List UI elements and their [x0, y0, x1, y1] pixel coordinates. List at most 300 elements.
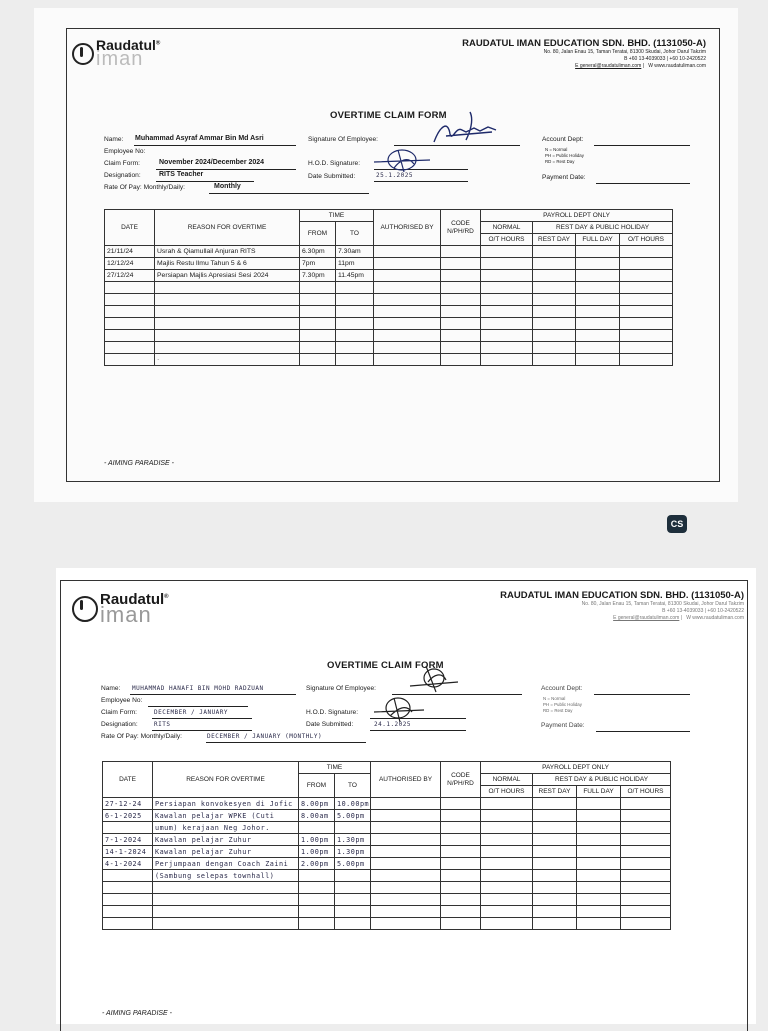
- cell-reason: Kawalan pelajar Zuhur: [153, 846, 299, 858]
- logo-text-bottom: iman: [100, 602, 152, 627]
- cell-authorised: [374, 282, 441, 294]
- company-email-link[interactable]: E general@raudatuliman.com: [613, 615, 680, 621]
- cell-ph-ot: [620, 258, 673, 270]
- hod-signature-label: H.O.D. Signature:: [306, 709, 359, 716]
- cell-date: 14-1-2024: [103, 846, 153, 858]
- table-row: [105, 270, 673, 282]
- cell-date: [103, 870, 153, 882]
- form-title: OVERTIME CLAIM FORM: [327, 660, 444, 671]
- cell-date: 27/12/24: [105, 270, 155, 282]
- cell-rest-day: [533, 894, 577, 906]
- cell-full-day: [577, 846, 621, 858]
- code-legend: [545, 147, 584, 165]
- date-submitted-value: 25.1.2025: [376, 172, 414, 179]
- cell-code: [441, 354, 481, 366]
- cell-code: [441, 918, 481, 930]
- overtime-form-1: [34, 8, 738, 502]
- cell-authorised: [374, 342, 441, 354]
- rate-of-pay-value: DECEMBER / JANUARY (MONTHLY): [207, 733, 323, 740]
- logo-registered-mark: ®: [164, 594, 169, 600]
- date-submitted-value: 24.1.2025: [374, 721, 412, 728]
- cell-date: [103, 882, 153, 894]
- table-row: [103, 798, 671, 810]
- cell-to: 10.00pm: [335, 798, 371, 810]
- cell-from: [299, 870, 335, 882]
- col-rest-day: REST DAY: [533, 786, 577, 798]
- col-full-day: FULL DAY: [577, 786, 621, 798]
- col-code-header: CODE N/PH/RD: [441, 762, 481, 798]
- claim-form-value: DECEMBER / JANUARY: [154, 709, 229, 716]
- col-ph-ot-hours: O/T HOURS: [621, 786, 671, 798]
- cell-reason: Kawalan pelajar Zuhur: [153, 834, 299, 846]
- cell-full-day: [576, 270, 620, 282]
- cell-ph-ot: [620, 330, 673, 342]
- name-label: Name:: [104, 136, 124, 143]
- cell-ph-ot: [621, 906, 671, 918]
- cell-full-day: [576, 318, 620, 330]
- name-underline: [134, 145, 296, 146]
- table-row: [105, 306, 673, 318]
- cell-from: 8.00pm: [299, 798, 335, 810]
- company-phone: B +60 13-4039033 | +60 10-2420522: [662, 608, 744, 614]
- date-submitted-line: [370, 730, 466, 731]
- cell-rest-day: [533, 846, 577, 858]
- col-time-header: TIME: [300, 210, 374, 222]
- legend-rest-day: RD = Rest Day: [543, 708, 573, 713]
- claim-form-underline: [156, 169, 296, 170]
- col-authorised-header: AUTHORISED BY: [374, 210, 441, 246]
- col-code-header: CODE N/PH/RD: [441, 210, 481, 246]
- cell-authorised: [374, 330, 441, 342]
- col-date-header: DATE: [105, 210, 155, 246]
- cell-to: 5.00pm: [335, 858, 371, 870]
- col-payroll-header: PAYROLL DEPT ONLY: [481, 762, 671, 774]
- cell-normal-ot: [481, 270, 533, 282]
- hod-signature-label: H.O.D. Signature:: [308, 160, 361, 167]
- rate-of-pay-underline: [206, 742, 366, 743]
- date-submitted-line: [374, 181, 468, 182]
- raudatul-iman-logo: [72, 38, 160, 69]
- name-label: Name:: [101, 685, 121, 692]
- employee-signature: [406, 664, 466, 698]
- cell-authorised: [371, 918, 441, 930]
- form-2-rows: [103, 798, 671, 930]
- cell-code: [441, 330, 481, 342]
- cell-rest-day: [533, 270, 576, 282]
- cell-from: 7pm: [300, 258, 336, 270]
- company-name: RAUDATUL IMAN EDUCATION SDN. BHD. (1131050-A): [462, 38, 706, 49]
- logo-emblem-icon: [72, 596, 98, 622]
- cell-reason: (Sambung selepas townhall): [153, 870, 299, 882]
- col-date-header: DATE: [103, 762, 153, 798]
- cell-normal-ot: [481, 258, 533, 270]
- cell-code: [441, 342, 481, 354]
- cell-to: [336, 318, 374, 330]
- employee-no-label: Employee No:: [101, 697, 143, 704]
- cell-reason: [153, 894, 299, 906]
- cell-reason: [153, 882, 299, 894]
- legend-public-holiday: PH = Public Holiday: [543, 702, 582, 707]
- cell-from: 1.00pm: [299, 834, 335, 846]
- col-restday-ph-header: REST DAY & PUBLIC HOLIDAY: [533, 774, 671, 786]
- cell-normal-ot: [481, 282, 533, 294]
- cell-authorised: [374, 306, 441, 318]
- cell-rest-day: [533, 318, 576, 330]
- cell-rest-day: [533, 834, 577, 846]
- cell-full-day: [576, 294, 620, 306]
- cell-to: [336, 294, 374, 306]
- cell-authorised: [371, 906, 441, 918]
- cell-authorised: [374, 258, 441, 270]
- company-email-link[interactable]: E general@raudatuliman.com: [575, 63, 642, 69]
- cell-ph-ot: [621, 918, 671, 930]
- cell-normal-ot: [481, 246, 533, 258]
- cell-ph-ot: [621, 858, 671, 870]
- cell-rest-day: [533, 306, 576, 318]
- col-authorised-header: AUTHORISED BY: [371, 762, 441, 798]
- cell-date: [105, 306, 155, 318]
- date-submitted-label: Date Submitted:: [308, 173, 356, 180]
- cell-code: [441, 882, 481, 894]
- account-dept-line: [594, 145, 690, 146]
- cell-reason: [155, 306, 300, 318]
- cell-from: [300, 342, 336, 354]
- cell-date: [103, 822, 153, 834]
- cell-to: [335, 894, 371, 906]
- col-normal-header: NORMAL: [481, 222, 533, 234]
- employee-no-underline: [148, 706, 248, 707]
- raudatul-iman-logo: [72, 592, 169, 626]
- overtime-table: [104, 209, 673, 366]
- cell-from: 7.30pm: [300, 270, 336, 282]
- rate-of-pay-label: Rate Of Pay: Monthly/Daily:: [101, 733, 182, 740]
- cell-to: 11pm: [336, 258, 374, 270]
- cell-full-day: [576, 342, 620, 354]
- account-dept-line: [594, 694, 690, 695]
- cell-authorised: [371, 798, 441, 810]
- logo-registered-mark: ®: [155, 40, 161, 47]
- cell-reason: Majlis Restu Ilmu Tahun 5 & 6: [155, 258, 300, 270]
- table-row: [103, 846, 671, 858]
- cell-normal-ot: [481, 354, 533, 366]
- cell-rest-day: [533, 798, 577, 810]
- cell-full-day: [577, 858, 621, 870]
- code-legend: [543, 696, 582, 714]
- cell-authorised: [374, 294, 441, 306]
- cell-normal-ot: [481, 294, 533, 306]
- cell-date: 4-1-2024: [103, 858, 153, 870]
- logo-text-top: Raudatul: [100, 591, 165, 608]
- cell-full-day: [576, 282, 620, 294]
- cell-date: 12/12/24: [105, 258, 155, 270]
- legend-normal: N = Normal: [543, 696, 566, 701]
- cell-from: [299, 918, 335, 930]
- legend-normal: N = Normal: [545, 147, 568, 152]
- payment-date-label: Payment Date:: [541, 722, 585, 729]
- cell-date: 21/11/24: [105, 246, 155, 258]
- form-title: OVERTIME CLAIM FORM: [330, 110, 447, 121]
- cell-authorised: [374, 270, 441, 282]
- cell-to: [335, 906, 371, 918]
- col-from-header: FROM: [300, 222, 336, 246]
- table-row: [103, 906, 671, 918]
- cell-code: [441, 798, 481, 810]
- table-row: [105, 342, 673, 354]
- cell-to: 1.30pm: [335, 834, 371, 846]
- cell-normal-ot: [481, 342, 533, 354]
- cell-authorised: [371, 882, 441, 894]
- cell-to: [335, 870, 371, 882]
- cell-from: [300, 294, 336, 306]
- cell-code: [441, 870, 481, 882]
- cell-full-day: [577, 822, 621, 834]
- camscanner-badge: CS: [667, 515, 687, 533]
- col-restday-ph-header: REST DAY & PUBLIC HOLIDAY: [533, 222, 673, 234]
- cell-reason: umum) kerajaan Neg Johor.: [153, 822, 299, 834]
- cell-full-day: [577, 870, 621, 882]
- claim-form-underline: [152, 718, 252, 719]
- cell-normal-ot: [481, 822, 533, 834]
- cell-authorised: [374, 246, 441, 258]
- employee-no-label: Employee No:: [104, 148, 146, 155]
- cell-authorised: [371, 870, 441, 882]
- cell-to: [335, 822, 371, 834]
- col-normal-header: NORMAL: [481, 774, 533, 786]
- cell-to: [336, 282, 374, 294]
- cell-reason: Perjumpaan dengan Coach Zaini: [153, 858, 299, 870]
- cell-normal-ot: [481, 918, 533, 930]
- cell-authorised: [374, 354, 441, 366]
- cell-code: [441, 894, 481, 906]
- cell-full-day: [576, 258, 620, 270]
- cell-normal-ot: [481, 306, 533, 318]
- cell-reason: Kawalan pelajar WPKE (Cuti: [153, 810, 299, 822]
- cell-ph-ot: [621, 822, 671, 834]
- company-header: RAUDATUL IMAN EDUCATION SDN. BHD. (1131050-A) No. 80, Jalan Enau 15, Taman Teratai, 81300 Skudai, Johor Darul Takzim B +60 13-4039033 | +60 10-2420522 E general@raudatuliman.com | W www.raudatuliman.com: [462, 38, 706, 69]
- cell-date: 6-1-2025: [103, 810, 153, 822]
- table-row: [105, 246, 673, 258]
- col-normal-ot-hours: O/T HOURS: [481, 786, 533, 798]
- cell-date: [105, 342, 155, 354]
- cell-ph-ot: [620, 318, 673, 330]
- table-row: [105, 258, 673, 270]
- table-row: [105, 354, 673, 366]
- col-ph-ot-hours: O/T HOURS: [620, 234, 673, 246]
- company-address: No. 80, Jalan Enau 15, Taman Teratai, 81300 Skudai, Johor Darul Takzim: [543, 49, 706, 55]
- cell-code: [441, 270, 481, 282]
- company-website: W www.raudatuliman.com: [686, 615, 744, 621]
- cell-ph-ot: [621, 846, 671, 858]
- cell-ph-ot: [620, 270, 673, 282]
- cell-date: 27-12-24: [103, 798, 153, 810]
- cell-rest-day: [533, 918, 577, 930]
- cell-authorised: [371, 810, 441, 822]
- cell-from: [300, 306, 336, 318]
- company-phone: B +60 13-4039033 | +60 10-2420522: [624, 56, 706, 62]
- cell-authorised: [371, 846, 441, 858]
- cell-ph-ot: [620, 282, 673, 294]
- cell-date: [105, 318, 155, 330]
- cell-from: 2.00pm: [299, 858, 335, 870]
- name-value: MUHAMMAD HANAFI BIN MOHD RADZUAN: [132, 685, 264, 692]
- col-reason-header: REASON FOR OVERTIME: [153, 762, 299, 798]
- cell-code: [441, 306, 481, 318]
- logo-emblem-icon: [72, 43, 94, 65]
- table-row: [103, 882, 671, 894]
- cell-to: [335, 918, 371, 930]
- claim-form-label: Claim Form:: [101, 709, 137, 716]
- cell-date: 7-1-2024: [103, 834, 153, 846]
- cell-reason: ·: [155, 354, 300, 366]
- cell-from: [300, 282, 336, 294]
- cell-rest-day: [533, 354, 576, 366]
- cell-normal-ot: [481, 846, 533, 858]
- cell-ph-ot: [620, 246, 673, 258]
- overtime-table: [102, 761, 671, 930]
- cell-authorised: [371, 822, 441, 834]
- legend-public-holiday: PH = Public Holiday: [545, 153, 584, 158]
- cell-from: [299, 906, 335, 918]
- cell-ph-ot: [621, 834, 671, 846]
- table-row: [105, 330, 673, 342]
- signature-employee-label: Signature Of Employee:: [308, 136, 379, 143]
- cell-full-day: [577, 906, 621, 918]
- cell-code: [441, 246, 481, 258]
- company-website: W www.raudatuliman.com: [648, 63, 706, 69]
- cell-authorised: [371, 894, 441, 906]
- account-dept-label: Account Dept:: [541, 685, 583, 692]
- table-row: [103, 894, 671, 906]
- form-1-rows: [105, 246, 673, 366]
- cell-full-day: [577, 834, 621, 846]
- col-to-header: TO: [336, 222, 374, 246]
- cell-date: [103, 906, 153, 918]
- cell-code: [441, 834, 481, 846]
- cell-normal-ot: [481, 894, 533, 906]
- cell-from: 8.00am: [299, 810, 335, 822]
- designation-value: RITS Teacher: [159, 171, 204, 178]
- cell-reason: [155, 342, 300, 354]
- name-underline: [130, 694, 296, 695]
- overtime-form-2: [56, 568, 756, 1024]
- table-row: [105, 318, 673, 330]
- cell-date: [105, 354, 155, 366]
- cell-full-day: [576, 306, 620, 318]
- table-row: [105, 294, 673, 306]
- cell-authorised: [371, 858, 441, 870]
- employee-signature: [426, 106, 516, 150]
- cell-rest-day: [533, 882, 577, 894]
- cell-reason: Persiapan konvokesyen di Jofic: [153, 798, 299, 810]
- table-row: [103, 810, 671, 822]
- date-submitted-label: Date Submitted:: [306, 721, 354, 728]
- col-time-header: TIME: [299, 762, 371, 774]
- cell-full-day: [576, 330, 620, 342]
- cell-to: [336, 306, 374, 318]
- footer-slogan: - AIMING PARADISE -: [102, 1010, 173, 1017]
- designation-value: RITS: [154, 721, 171, 728]
- cell-authorised: [371, 834, 441, 846]
- company-name: RAUDATUL IMAN EDUCATION SDN. BHD. (1131050-A): [500, 590, 744, 601]
- cell-full-day: [577, 894, 621, 906]
- cell-full-day: [577, 798, 621, 810]
- legend-rest-day: RD = Rest Day: [545, 159, 575, 164]
- cell-code: [441, 810, 481, 822]
- cell-reason: Usrah & Qiamullail Anjuran RITS: [155, 246, 300, 258]
- cell-to: [336, 342, 374, 354]
- cell-full-day: [577, 810, 621, 822]
- cell-date: [105, 330, 155, 342]
- cell-to: [336, 330, 374, 342]
- cell-to: [335, 882, 371, 894]
- logo-text-bottom: iman: [96, 48, 144, 70]
- cell-normal-ot: [481, 810, 533, 822]
- cell-to: 7.30am: [336, 246, 374, 258]
- cell-from: [299, 882, 335, 894]
- cell-normal-ot: [481, 882, 533, 894]
- cell-rest-day: [533, 330, 576, 342]
- cell-normal-ot: [481, 330, 533, 342]
- table-row: [103, 918, 671, 930]
- table-row: [103, 834, 671, 846]
- col-full-day: FULL DAY: [576, 234, 620, 246]
- cell-rest-day: [533, 258, 576, 270]
- designation-underline: [156, 181, 254, 182]
- cell-authorised: [374, 318, 441, 330]
- cell-rest-day: [533, 870, 577, 882]
- cell-from: [300, 354, 336, 366]
- cell-full-day: [576, 354, 620, 366]
- cell-reason: [155, 330, 300, 342]
- cell-rest-day: [533, 294, 576, 306]
- col-reason-header: REASON FOR OVERTIME: [155, 210, 300, 246]
- cell-to: [336, 354, 374, 366]
- company-address: No. 80, Jalan Enau 15, Taman Teratai, 81300 Skudai, Johor Darul Takzim: [581, 601, 744, 607]
- name-value: Muhammad Asyraf Ammar Bin Md Asri: [135, 135, 264, 142]
- cell-date: [105, 282, 155, 294]
- col-payroll-header: PAYROLL DEPT ONLY: [481, 210, 673, 222]
- rate-of-pay-label: Rate Of Pay: Monthly/Daily:: [104, 184, 185, 191]
- cell-code: [441, 846, 481, 858]
- cell-code: [441, 282, 481, 294]
- cell-normal-ot: [481, 318, 533, 330]
- cell-date: [105, 294, 155, 306]
- col-normal-ot-hours: O/T HOURS: [481, 234, 533, 246]
- signature-employee-label: Signature Of Employee:: [306, 685, 377, 692]
- logo-text-top: Raudatul: [96, 37, 156, 53]
- rate-of-pay-value: Monthly: [214, 183, 241, 190]
- cell-ph-ot: [620, 354, 673, 366]
- cell-full-day: [577, 918, 621, 930]
- cell-code: [441, 822, 481, 834]
- cell-reason: [153, 906, 299, 918]
- cell-full-day: [577, 882, 621, 894]
- cell-ph-ot: [620, 294, 673, 306]
- cell-to: 11.45pm: [336, 270, 374, 282]
- cell-ph-ot: [621, 810, 671, 822]
- cell-ph-ot: [621, 894, 671, 906]
- cell-ph-ot: [620, 306, 673, 318]
- designation-label: Designation:: [104, 172, 141, 179]
- cell-ph-ot: [621, 882, 671, 894]
- cell-to: 5.00pm: [335, 810, 371, 822]
- cell-rest-day: [533, 810, 577, 822]
- footer-slogan: - AIMING PARADISE -: [104, 460, 175, 467]
- cell-reason: [155, 294, 300, 306]
- cell-reason: [155, 318, 300, 330]
- cell-from: 6.30pm: [300, 246, 336, 258]
- cell-code: [441, 294, 481, 306]
